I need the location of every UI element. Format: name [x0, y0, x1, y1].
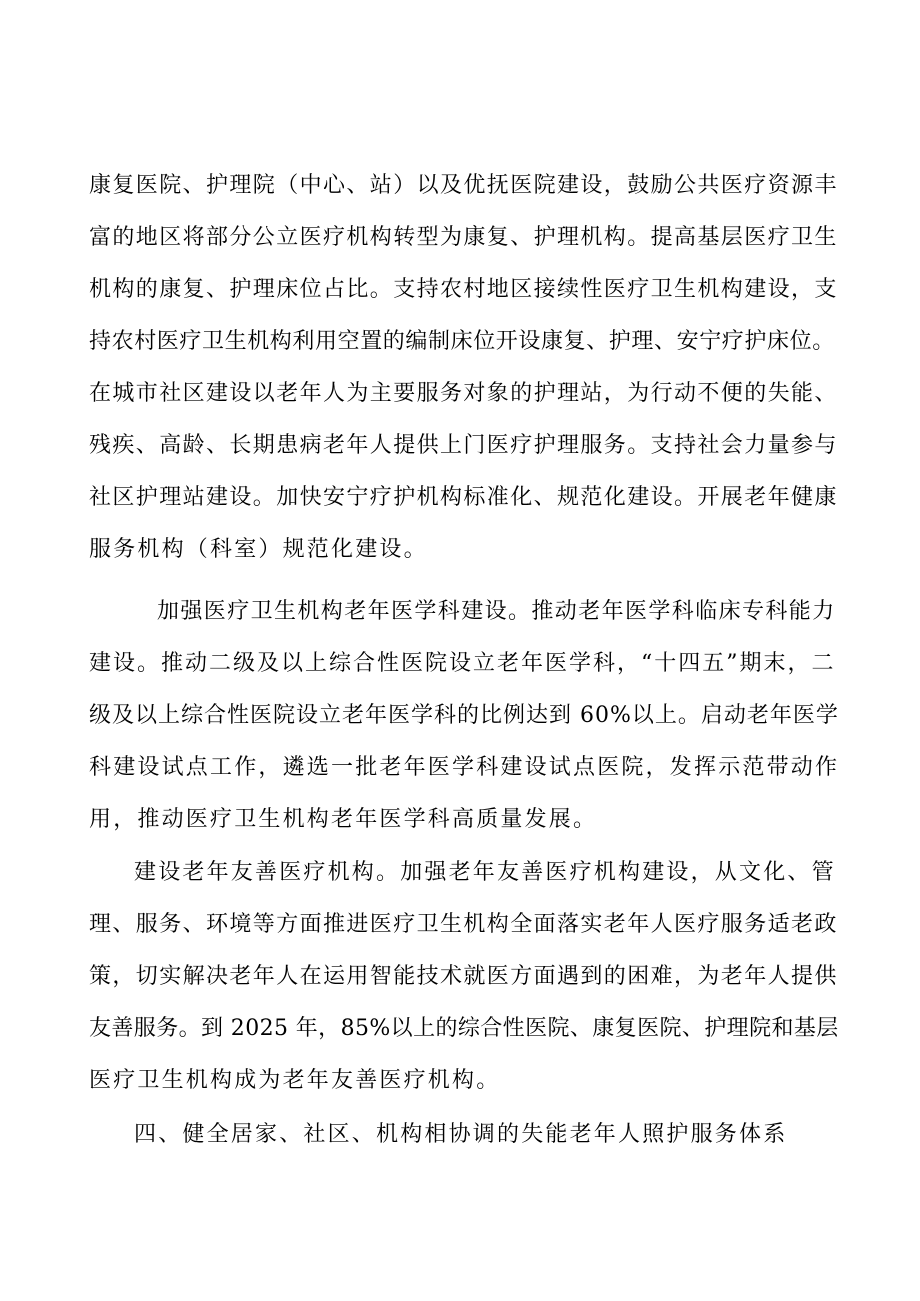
text-line: 级及以上综合性医院设立老年医学科的比例达到 60%以上。启动老年医学: [89, 703, 839, 728]
text-line: 用，推动医疗卫生机构老年医学科高质量发展。: [89, 807, 598, 832]
text-line: 友善服务。到 2025 年，85%以上的综合性医院、康复医院、护理院和基层: [89, 1016, 839, 1041]
text-line: 持农村医疗卫生机构利用空置的编制床位开设康复、护理、安宁疗护床位。: [89, 329, 835, 354]
text-line: 在城市社区建设以老年人为主要服务对象的护理站，为行动不便的失能、: [89, 381, 838, 406]
text-line: 策，切实解决老年人在运用智能技术就医方面遇到的困难，为老年人提供: [89, 964, 838, 989]
text-line: 加强医疗卫生机构老年医学科建设。推动老年医学科临床专科能力: [157, 599, 836, 624]
text-line: 建设老年友善医疗机构。加强老年友善医疗机构建设，从文化、管: [134, 860, 836, 885]
text-line: 康复医院、护理院（中心、站）以及优抚医院建设，鼓励公共医疗资源丰: [89, 173, 838, 198]
text-line: 服务机构（科室）规范化建设。: [89, 537, 428, 562]
heading-line: 四、健全居家、社区、机构相协调的失能老年人照护服务体系: [134, 1122, 788, 1147]
text-line: 理、服务、环境等方面推进医疗卫生机构全面落实老年人医疗服务适老政: [89, 912, 838, 937]
text-line: 残疾、高龄、长期患病老年人提供上门医疗护理服务。支持社会力量参与: [89, 433, 838, 458]
text-line: 科建设试点工作，遴选一批老年医学科建设试点医院，发挥示范带动作: [89, 755, 840, 780]
text-line: 机构的康复、护理床位占比。支持农村地区接续性医疗卫生机构建设，支: [89, 277, 838, 302]
text-line: 建设。推动二级及以上综合性医院设立老年医学科，“十四五”期末，二: [89, 651, 836, 676]
text-line: 医疗卫生机构成为老年友善医疗机构。: [89, 1068, 501, 1093]
text-line: 社区护理站建设。加快安宁疗护机构标准化、规范化建设。开展老年健康: [89, 485, 838, 510]
text-line: 富的地区将部分公立医疗机构转型为康复、护理机构。提高基层医疗卫生: [89, 225, 838, 250]
